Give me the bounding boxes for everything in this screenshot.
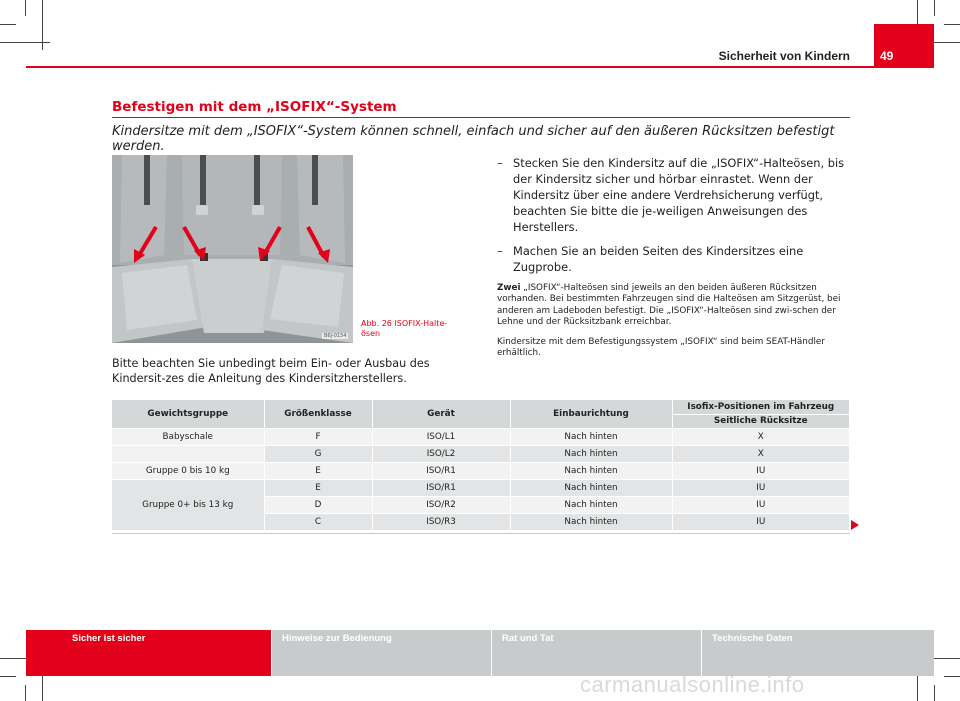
size-cell: E — [264, 479, 372, 496]
direction-cell: Nach hinten — [510, 496, 672, 513]
figure-caption-line: ösen — [361, 329, 381, 338]
header-gewichtsgruppe: Gewichtsgruppe — [112, 400, 264, 428]
header-seitliche-ruecksitze: Seitliche Rücksitze — [672, 414, 850, 428]
size-cell: C — [264, 513, 372, 530]
header-rule — [26, 66, 934, 68]
direction-cell: Nach hinten — [510, 479, 672, 496]
position-cell: X — [672, 428, 850, 445]
device-cell: ISO/R1 — [372, 479, 510, 496]
step-item — [497, 155, 853, 235]
header-isofix-positions: Isofix-Positionen im Fahrzeug — [672, 400, 850, 414]
size-cell: G — [264, 445, 372, 462]
position-cell: IU — [672, 462, 850, 479]
section-rule — [112, 117, 850, 118]
isofix-seat-illustration — [112, 155, 353, 343]
isofix-table — [112, 400, 850, 531]
size-cell: E — [264, 462, 372, 479]
group-cell: Gruppe 0 bis 10 kg — [112, 462, 264, 479]
step-item — [497, 243, 853, 275]
section-title: Befestigen mit dem „ISOFIX“-System — [112, 99, 397, 115]
crop-mark — [25, 685, 26, 701]
figure-caption — [361, 319, 447, 339]
crop-mark — [25, 0, 26, 16]
figure-caption-line: Abb. 26 ISOFIX-Halte- — [361, 319, 448, 328]
direction-cell: Nach hinten — [510, 445, 672, 462]
footer-tab-technische-daten[interactable]: Technische Daten — [702, 630, 934, 676]
crop-mark — [0, 24, 16, 25]
direction-cell: Nach hinten — [510, 513, 672, 530]
note-paragraph — [497, 283, 853, 328]
device-cell: ISO/L2 — [372, 445, 510, 462]
note-text: „ISOFIX“-Halteösen sind jeweils an den beiden äußeren Rücksitzen vorhanden. Bei bestimmten Fahrzeugen sind die Halteösen am Sitzgerüst, bei anderen am Ladeboden befestigt. Die „ISOFIX“-Halteösen sind zwi-schen der Lehne und der Rücksitzbank erreichbar. — [497, 283, 841, 327]
figure-code: B6J-0154 — [324, 333, 347, 339]
continue-arrow-icon[interactable] — [851, 520, 859, 530]
footer-nav — [26, 630, 934, 676]
direction-cell: Nach hinten — [510, 428, 672, 445]
size-cell: D — [264, 496, 372, 513]
group-cell — [112, 445, 264, 462]
table-row — [112, 428, 850, 445]
position-cell: IU — [672, 496, 850, 513]
device-cell: ISO/R1 — [372, 462, 510, 479]
note-paragraph: Kindersitze mit dem Befestigungssystem „ISOFIX“ sind beim SEAT-Händler erhältlich. — [497, 337, 825, 359]
group-cell: Gruppe 0+ bis 13 kg — [112, 479, 264, 530]
table-row — [112, 479, 850, 496]
crop-mark — [0, 42, 50, 43]
crop-mark — [944, 676, 960, 677]
running-header-title: Sicherheit von Kindern — [718, 49, 850, 63]
crop-mark — [934, 685, 935, 701]
device-cell: ISO/R2 — [372, 496, 510, 513]
size-cell: F — [264, 428, 372, 445]
group-cell: Babyschale — [112, 428, 264, 445]
step-dash: – — [497, 244, 503, 258]
footer-tab-rat-und-tat[interactable]: Rat und Tat — [492, 630, 702, 676]
header-geraet: Gerät — [372, 400, 510, 428]
position-cell: X — [672, 445, 850, 462]
table-row — [112, 445, 850, 462]
step-text: Machen Sie an beiden Seiten des Kindersitzes eine Zugprobe. — [513, 244, 804, 274]
footer-tab-hinweise-zur-bedienung[interactable]: Hinweise zur Bedienung — [272, 630, 492, 676]
crop-mark — [944, 24, 960, 25]
right-column — [497, 155, 853, 369]
direction-cell: Nach hinten — [510, 462, 672, 479]
crop-mark — [934, 0, 935, 16]
rear-seat-drawing — [112, 155, 353, 343]
instruction-paragraph: Bitte beachten Sie unbedingt beim Ein- oder Ausbau des Kindersit-zes die Anleitung des Kindersitzherstellers. — [112, 357, 430, 385]
table-row — [112, 462, 850, 479]
section-lead: Kindersitze mit dem „ISOFIX“-System können schnell, einfach und sicher auf den äußeren Rücksitzen befestigt werden. — [112, 124, 835, 154]
position-cell: IU — [672, 479, 850, 496]
step-dash: – — [497, 156, 503, 170]
watermark: carmanualsonline.info — [580, 672, 805, 697]
footer-tab-sicher-ist-sicher[interactable]: Sicher ist sicher — [26, 630, 272, 676]
position-cell: IU — [672, 513, 850, 530]
note-lead-word: Zwei — [497, 283, 521, 293]
device-cell: ISO/L1 — [372, 428, 510, 445]
crop-mark — [0, 676, 16, 677]
device-cell: ISO/R3 — [372, 513, 510, 530]
page-number: 49 — [880, 49, 894, 63]
step-text: Stecken Sie den Kindersitz auf die „ISOFIX“-Halteösen, bis der Kindersitz sicher und hörbar einrastet. Wenn der Kindersitz über eine andere Verdrehsicherung verfügt, beachten Sie bitte die je-weiligen Anweisungen des Herstellers. — [513, 156, 845, 234]
header-groessenklasse: Größenklasse — [264, 400, 372, 428]
table-bottom-rule — [112, 533, 850, 534]
header-einbaurichtung: Einbaurichtung — [510, 400, 672, 428]
